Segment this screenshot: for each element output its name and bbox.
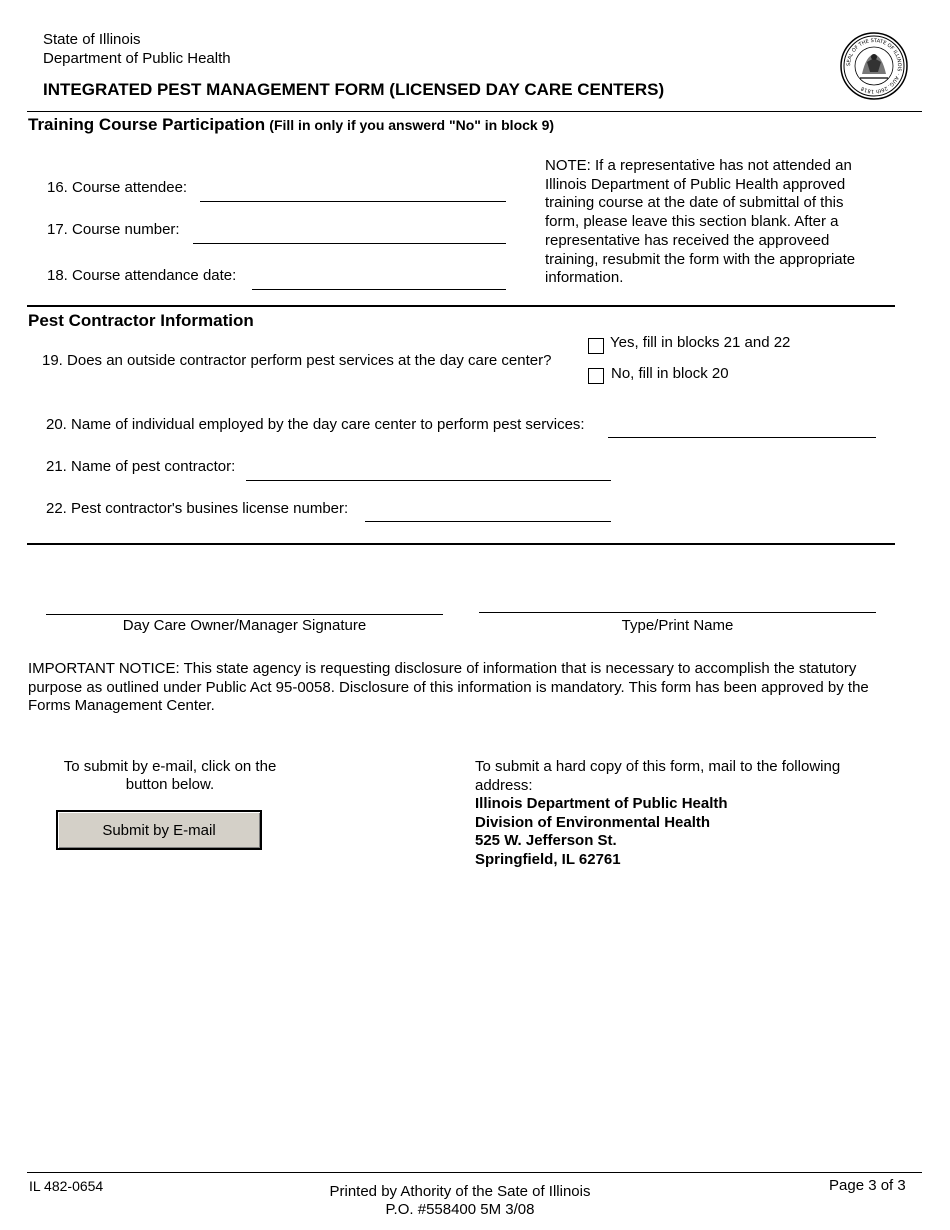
training-heading-row bbox=[28, 115, 554, 135]
email-instructions: To submit by e-mail, click on the button below. bbox=[63, 758, 277, 793]
course-number-label: 17. Course number: bbox=[47, 221, 180, 238]
question-20-label: 20. Name of individual employed by the day care center to perform pest services: bbox=[46, 416, 585, 433]
address-line: Springfield, IL 62761 bbox=[475, 851, 621, 869]
training-heading-note: (Fill in only if you answerd "No" in block 9) bbox=[269, 117, 555, 133]
no-checkbox[interactable] bbox=[588, 368, 604, 384]
section-divider bbox=[27, 543, 895, 545]
training-note: NOTE: If a representative has not attended an Illinois Department of Public Health approved training course at the date of submittal of this form, please leave this section blank. After a representative has received the approveed training, resubmit the form with the appropriate information. bbox=[545, 157, 856, 287]
page-number: Page 3 of 3 bbox=[829, 1177, 906, 1194]
course-date-label: 18. Course attendance date: bbox=[47, 267, 237, 284]
course-attendee-label: 16. Course attendee: bbox=[47, 179, 188, 196]
question-19-label: 19. Does an outside contractor perform pest services at the day care center? bbox=[42, 352, 552, 369]
section-divider bbox=[27, 305, 895, 307]
print-name-field[interactable] bbox=[479, 612, 876, 613]
address-line: Division of Environmental Health bbox=[475, 813, 711, 831]
form-number: IL 482-0654 bbox=[29, 1178, 104, 1194]
mail-address bbox=[475, 795, 728, 870]
no-option-label: No, fill in block 20 bbox=[611, 365, 729, 382]
submit-email-button[interactable]: Submit by E-mail bbox=[56, 810, 262, 850]
state-seal-icon bbox=[840, 32, 908, 100]
course-number-field[interactable] bbox=[193, 243, 506, 244]
contractor-heading: Pest Contractor Information bbox=[28, 311, 254, 330]
printed-by-block bbox=[280, 1183, 640, 1219]
address-line: 525 W. Jefferson St. bbox=[475, 832, 617, 850]
question-21-label: 21. Name of pest contractor: bbox=[46, 458, 236, 475]
signature-field[interactable] bbox=[46, 614, 443, 615]
signature-label: Day Care Owner/Manager Signature bbox=[122, 617, 367, 634]
po-number: P.O. #558400 5M 3/08 bbox=[385, 1201, 535, 1218]
important-notice: IMPORTANT NOTICE: This state agency is requesting disclosure of information that is necessary to accomplish the statutory purpose as outlined under Public Act 95-0058. Disclosure of this information is mandatory. This form has been approved by the Forms Management Center. bbox=[28, 660, 869, 715]
question-22-label: 22. Pest contractor's busines license number: bbox=[46, 500, 349, 517]
contractor-name-field[interactable] bbox=[246, 480, 611, 481]
employee-name-field[interactable] bbox=[608, 437, 876, 438]
print-name-label: Type/Print Name bbox=[621, 617, 734, 634]
mail-instructions: To submit a hard copy of this form, mail to the following address: bbox=[475, 758, 841, 794]
department-name: Department of Public Health bbox=[43, 50, 231, 67]
address-line: Illinois Department of Public Health bbox=[475, 795, 728, 812]
form-title: INTEGRATED PEST MANAGEMENT FORM (LICENSED DAY CARE CENTERS) bbox=[43, 80, 665, 99]
training-heading: Training Course Participation bbox=[28, 115, 266, 134]
printed-by: Printed by Athority of the Sate of Illinois bbox=[329, 1183, 591, 1200]
seal-text: SEAL OF THE STATE OF ILLINOIS · AUG. 26th 1818 bbox=[845, 37, 903, 95]
yes-option-label: Yes, fill in blocks 21 and 22 bbox=[610, 334, 791, 351]
state-name: State of Illinois bbox=[43, 31, 141, 48]
header-divider bbox=[27, 111, 922, 112]
yes-checkbox[interactable] bbox=[588, 338, 604, 354]
course-attendee-field[interactable] bbox=[200, 201, 506, 202]
footer-divider bbox=[27, 1172, 922, 1173]
license-number-field[interactable] bbox=[365, 521, 611, 522]
course-date-field[interactable] bbox=[252, 289, 506, 290]
